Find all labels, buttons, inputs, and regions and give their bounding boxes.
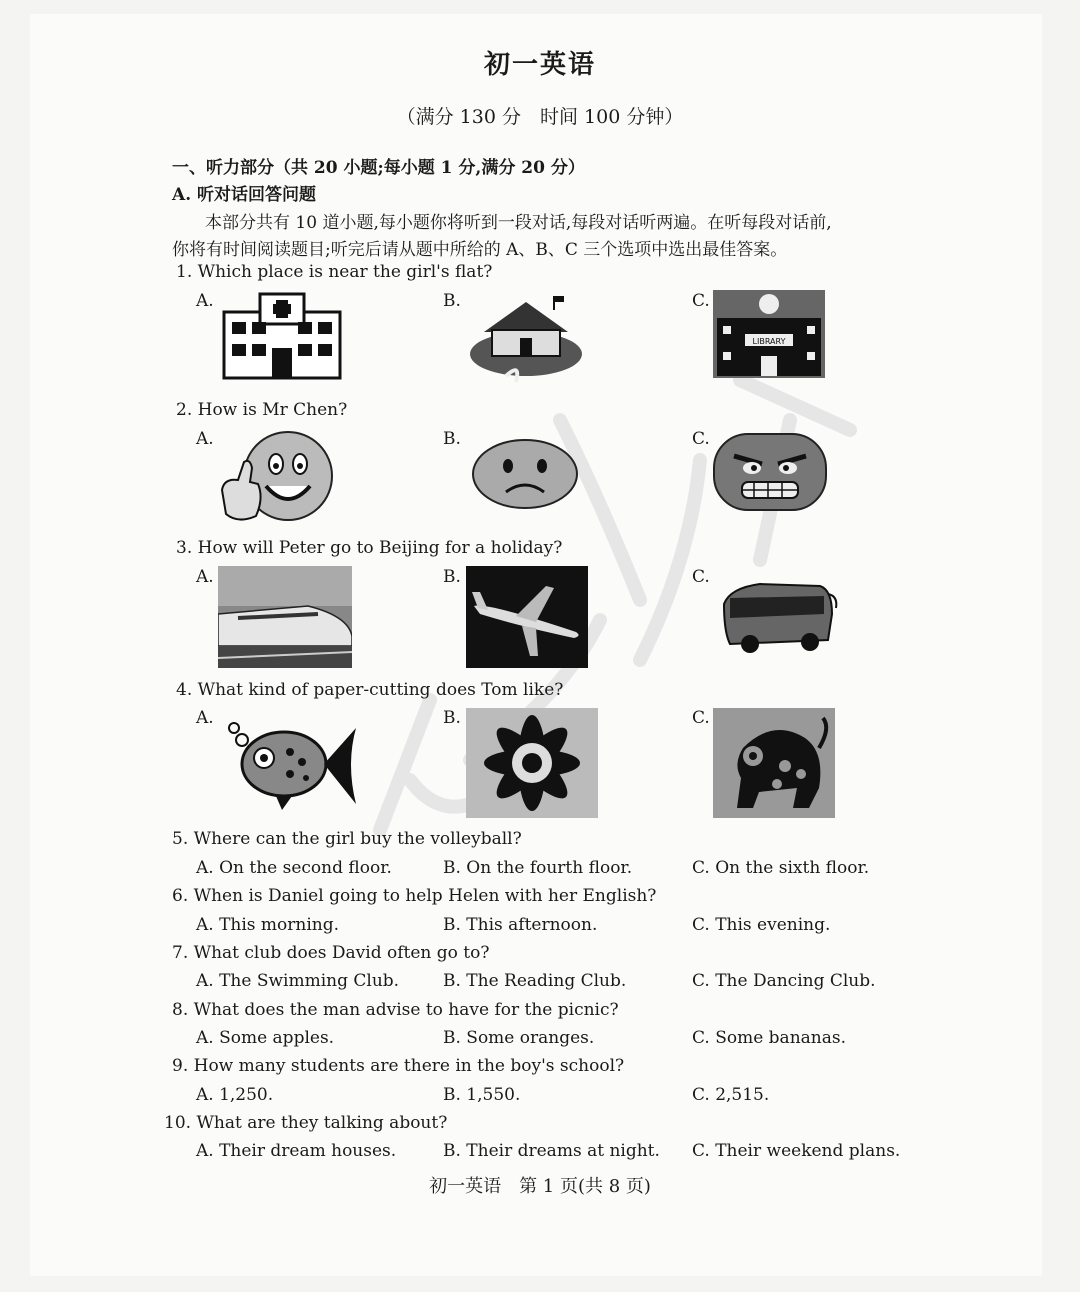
page-footer: 初一英语 第 1 页(共 8 页): [429, 1176, 651, 1197]
hospital-image: [222, 292, 342, 380]
option-a: A. The Swimming Club.: [196, 971, 400, 991]
option-label: C.: [692, 708, 710, 728]
instructions-line-1: 本部分共有 10 道小题,每小题你将听到一段对话,每段对话听两遍。在听每段对话前,: [205, 213, 832, 233]
question-4: 4. What kind of paper-cutting does Tom like?: [176, 680, 564, 700]
option-c: C. This evening.: [692, 915, 831, 935]
score-time-info: （满分 130 分 时间 100 分钟）: [396, 106, 684, 128]
option-c: C. Their weekend plans.: [692, 1141, 901, 1161]
happy-face-image: [218, 428, 334, 528]
option-label: A.: [196, 708, 214, 728]
option-a: A. This morning.: [196, 915, 340, 935]
library-image: [713, 290, 825, 378]
library-sign: LIBRARY: [752, 337, 786, 346]
question-2: 2. How is Mr Chen?: [176, 400, 348, 420]
part-a-heading: A. 听对话回答问题: [172, 185, 317, 205]
option-c: C. The Dancing Club.: [692, 971, 876, 991]
option-label: A.: [196, 567, 214, 587]
option-b: B. On the fourth floor.: [443, 858, 633, 878]
option-label: B.: [443, 291, 461, 311]
option-label: A.: [196, 291, 214, 311]
bus-image: [720, 574, 840, 656]
option-a: A. Some apples.: [196, 1028, 335, 1048]
question-3: 3. How will Peter go to Beijing for a holiday?: [176, 538, 563, 558]
train-image: [218, 566, 352, 668]
flower-paper-cutting-image: [466, 708, 598, 818]
option-a: A. On the second floor.: [196, 858, 392, 878]
option-label: C.: [692, 291, 710, 311]
option-label: C.: [692, 567, 710, 587]
option-a: A. Their dream houses.: [196, 1141, 397, 1161]
option-a: A. 1,250.: [196, 1085, 274, 1105]
page-title: 初一英语: [483, 50, 596, 80]
option-label: A.: [196, 429, 214, 449]
question-10: 10. What are they talking about?: [164, 1113, 448, 1133]
question-7: 7. What club does David often go to?: [172, 943, 490, 963]
question-8: 8. What does the man advise to have for the picnic?: [172, 1000, 619, 1020]
fish-paper-cutting-image: [220, 712, 360, 812]
option-label: C.: [692, 429, 710, 449]
question-9: 9. How many students are there in the boy's school?: [172, 1056, 625, 1076]
question-5: 5. Where can the girl buy the volleyball?: [172, 829, 522, 849]
sad-face-image: [470, 438, 580, 510]
angry-face-image: [712, 430, 828, 512]
option-b: B. 1,550.: [443, 1085, 521, 1105]
option-b: B. Some oranges.: [443, 1028, 595, 1048]
option-b: B. Their dreams at night.: [443, 1141, 660, 1161]
school-image: [466, 292, 586, 382]
option-c: C. Some bananas.: [692, 1028, 846, 1048]
option-b: B. The Reading Club.: [443, 971, 627, 991]
option-c: C. On the sixth floor.: [692, 858, 870, 878]
option-label: B.: [443, 429, 461, 449]
plane-image: [466, 566, 588, 668]
instructions-line-2: 你将有时间阅读题目;听完后请从题中所给的 A、B、C 三个选项中选出最佳答案。: [172, 240, 788, 260]
question-1: 1. Which place is near the girl's flat?: [176, 262, 493, 282]
question-6: 6. When is Daniel going to help Helen with her English?: [172, 886, 657, 906]
option-c: C. 2,515.: [692, 1085, 770, 1105]
animal-paper-cutting-image: [713, 708, 835, 818]
option-label: B.: [443, 567, 461, 587]
option-b: B. This afternoon.: [443, 915, 598, 935]
section-heading: 一、听力部分（共 20 小题;每小题 1 分,满分 20 分）: [172, 158, 585, 178]
option-label: B.: [443, 708, 461, 728]
